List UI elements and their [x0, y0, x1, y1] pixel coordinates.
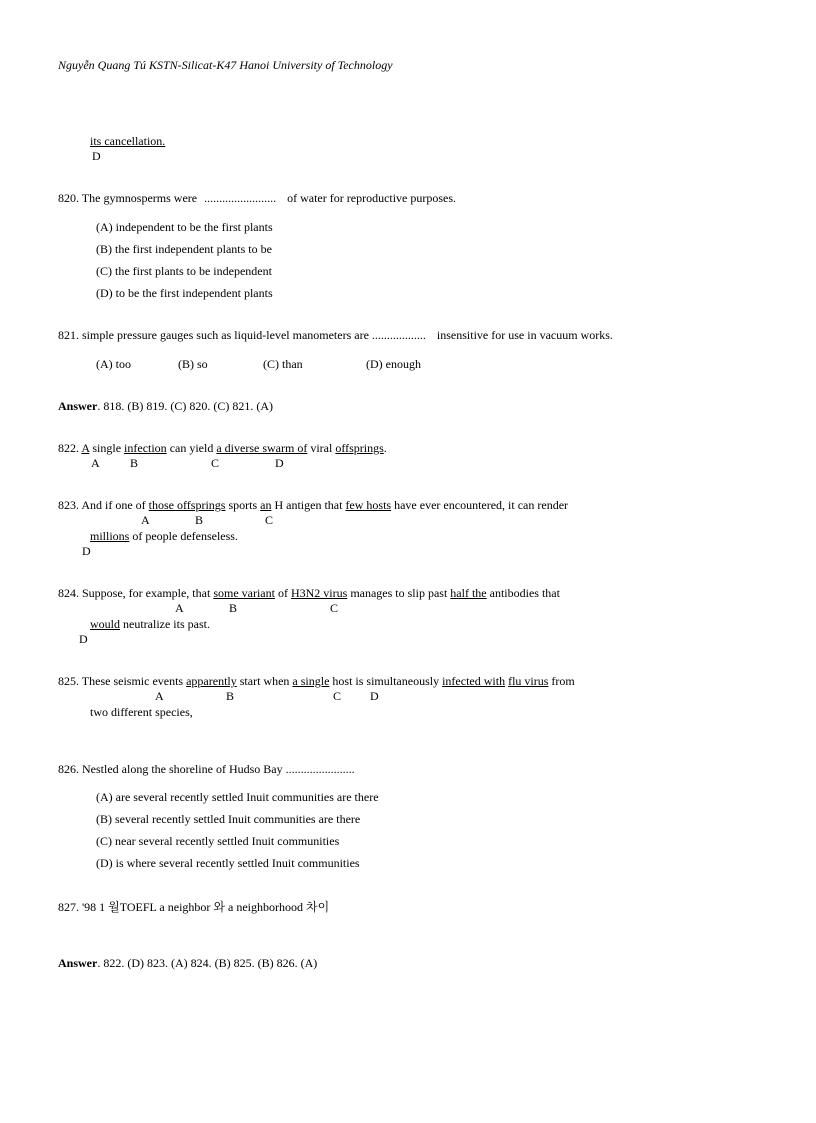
option-b: (B) several recently settled Inuit communities are there	[96, 812, 361, 826]
answer-key	[58, 399, 273, 414]
underlined-phrase-d: would	[90, 617, 120, 631]
option-letter: D	[79, 632, 88, 646]
option-c: (C) than	[263, 357, 303, 371]
underlined-phrase-b: H3N2 virus	[290, 586, 348, 600]
question-text: can yield	[166, 441, 217, 455]
option-letter: A	[91, 456, 100, 470]
question-821	[58, 328, 613, 343]
option-letter: B	[229, 601, 238, 615]
option-d: (D) to be the first independent plants	[96, 286, 273, 300]
question-text: antibodies that	[486, 586, 560, 600]
question-827	[58, 898, 329, 915]
question-822	[58, 441, 387, 456]
question-826	[58, 762, 355, 777]
blank: ..................	[371, 328, 426, 342]
underlined-phrase-a: apparently	[186, 674, 237, 688]
underlined-phrase-c: half the	[450, 586, 487, 600]
option-letter: A	[141, 513, 150, 527]
underlined-phrase-d: offsprings	[335, 441, 384, 455]
question-text: '98 1 월TOEFL a neighbor 와 a neighborhood 차이	[82, 900, 330, 914]
question-text: viral	[307, 441, 336, 455]
option-letter: C	[330, 601, 339, 615]
option-a: (A) independent to be the first plants	[96, 220, 273, 234]
underlined-phrase-a: those offsprings	[148, 498, 226, 512]
blank: .......................	[285, 762, 355, 776]
question-text: Suppose, for example, that	[82, 586, 214, 600]
question-824-line2	[90, 617, 210, 632]
question-825-line2: two different species,	[90, 705, 193, 719]
option-letter: D	[370, 689, 379, 703]
question-825	[58, 674, 575, 689]
option-letter: B	[195, 513, 204, 527]
question-820	[58, 191, 456, 206]
question-text: of	[274, 586, 291, 600]
underlined-phrase-b: infection	[124, 441, 167, 455]
option-letter: D	[275, 456, 284, 470]
answer-label: Answer	[58, 956, 98, 970]
option-letter: C	[265, 513, 274, 527]
question-text: .	[383, 441, 387, 455]
page-header: Nguyễn Quang Tú KSTN-Silicat-K47 Hanoi University of Technology	[58, 58, 393, 72]
answer-text: . 822. (D) 823. (A) 824. (B) 825. (B) 826. (A)	[97, 956, 318, 970]
question-text: And if one of	[81, 498, 149, 512]
previous-question-fragment	[90, 134, 165, 149]
question-stem-end: of water for reproductive purposes.	[287, 191, 457, 205]
question-number: 820.	[58, 191, 79, 205]
question-number: 821.	[58, 328, 79, 342]
question-text: manages to slip past	[347, 586, 451, 600]
option-d: (D) is where several recently settled Inuit communities	[96, 856, 360, 870]
answer-key	[58, 956, 317, 971]
option-c: (C) the first plants to be independent	[96, 264, 272, 278]
question-text: start when	[236, 674, 293, 688]
option-letter: A	[175, 601, 184, 615]
option-c: (C) near several recently settled Inuit communities	[96, 834, 340, 848]
question-text: have ever encountered, it can render	[391, 498, 569, 512]
question-823-line2	[90, 529, 238, 544]
option-a: (A) are several recently settled Inuit communities are there	[96, 790, 379, 804]
underlined-phrase-a: A	[81, 441, 90, 455]
question-text: sports	[225, 498, 261, 512]
question-number: 824.	[58, 586, 79, 600]
question-text: from	[548, 674, 575, 688]
underlined-phrase-b: a single	[292, 674, 330, 688]
question-number: 825.	[58, 674, 79, 688]
option-letter: D	[82, 544, 91, 558]
question-text: These seismic events	[81, 674, 187, 688]
option-letter: A	[155, 689, 164, 703]
option-b: (B) the first independent plants to be	[96, 242, 272, 256]
question-number: 822.	[58, 441, 79, 455]
option-letter: B	[130, 456, 139, 470]
underlined-phrase-d: flu virus	[508, 674, 549, 688]
question-823	[58, 498, 568, 513]
option-letter: C	[211, 456, 220, 470]
question-text: host is simultaneously	[329, 674, 443, 688]
underlined-phrase-b: an	[260, 498, 272, 512]
underlined-phrase-a: some variant	[213, 586, 275, 600]
option-a: (A) too	[96, 357, 131, 371]
question-stem-end: insensitive for use in vacuum works.	[436, 328, 613, 342]
question-number: 826.	[58, 762, 79, 776]
question-824	[58, 586, 560, 601]
question-stem-start: simple pressure gauges such as liquid-level manometers are	[82, 328, 369, 342]
question-stem-start: The gymnosperms were	[81, 191, 198, 205]
question-text: of people defenseless.	[129, 529, 238, 543]
option-b: (B) so	[178, 357, 208, 371]
underlined-phrase-c: infected with	[442, 674, 506, 688]
option-letter: D	[92, 149, 101, 163]
underlined-phrase: its cancellation.	[90, 134, 166, 148]
underlined-phrase-c: a diverse swarm of	[216, 441, 308, 455]
option-letter: C	[333, 689, 342, 703]
option-d: (D) enough	[366, 357, 421, 371]
answer-text: . 818. (B) 819. (C) 820. (C) 821. (A)	[97, 399, 273, 413]
question-number: 823.	[58, 498, 79, 512]
answer-label: Answer	[58, 399, 98, 413]
option-letter: B	[226, 689, 235, 703]
blank: ........................	[204, 191, 277, 205]
question-number: 827.	[58, 900, 79, 914]
question-text: single	[89, 441, 125, 455]
underlined-phrase-d: millions	[90, 529, 130, 543]
question-text: neutralize its past.	[120, 617, 210, 631]
question-text: H antigen that	[271, 498, 346, 512]
question-stem: Nestled along the shoreline of Hudso Bay	[82, 762, 283, 776]
underlined-phrase-c: few hosts	[345, 498, 392, 512]
